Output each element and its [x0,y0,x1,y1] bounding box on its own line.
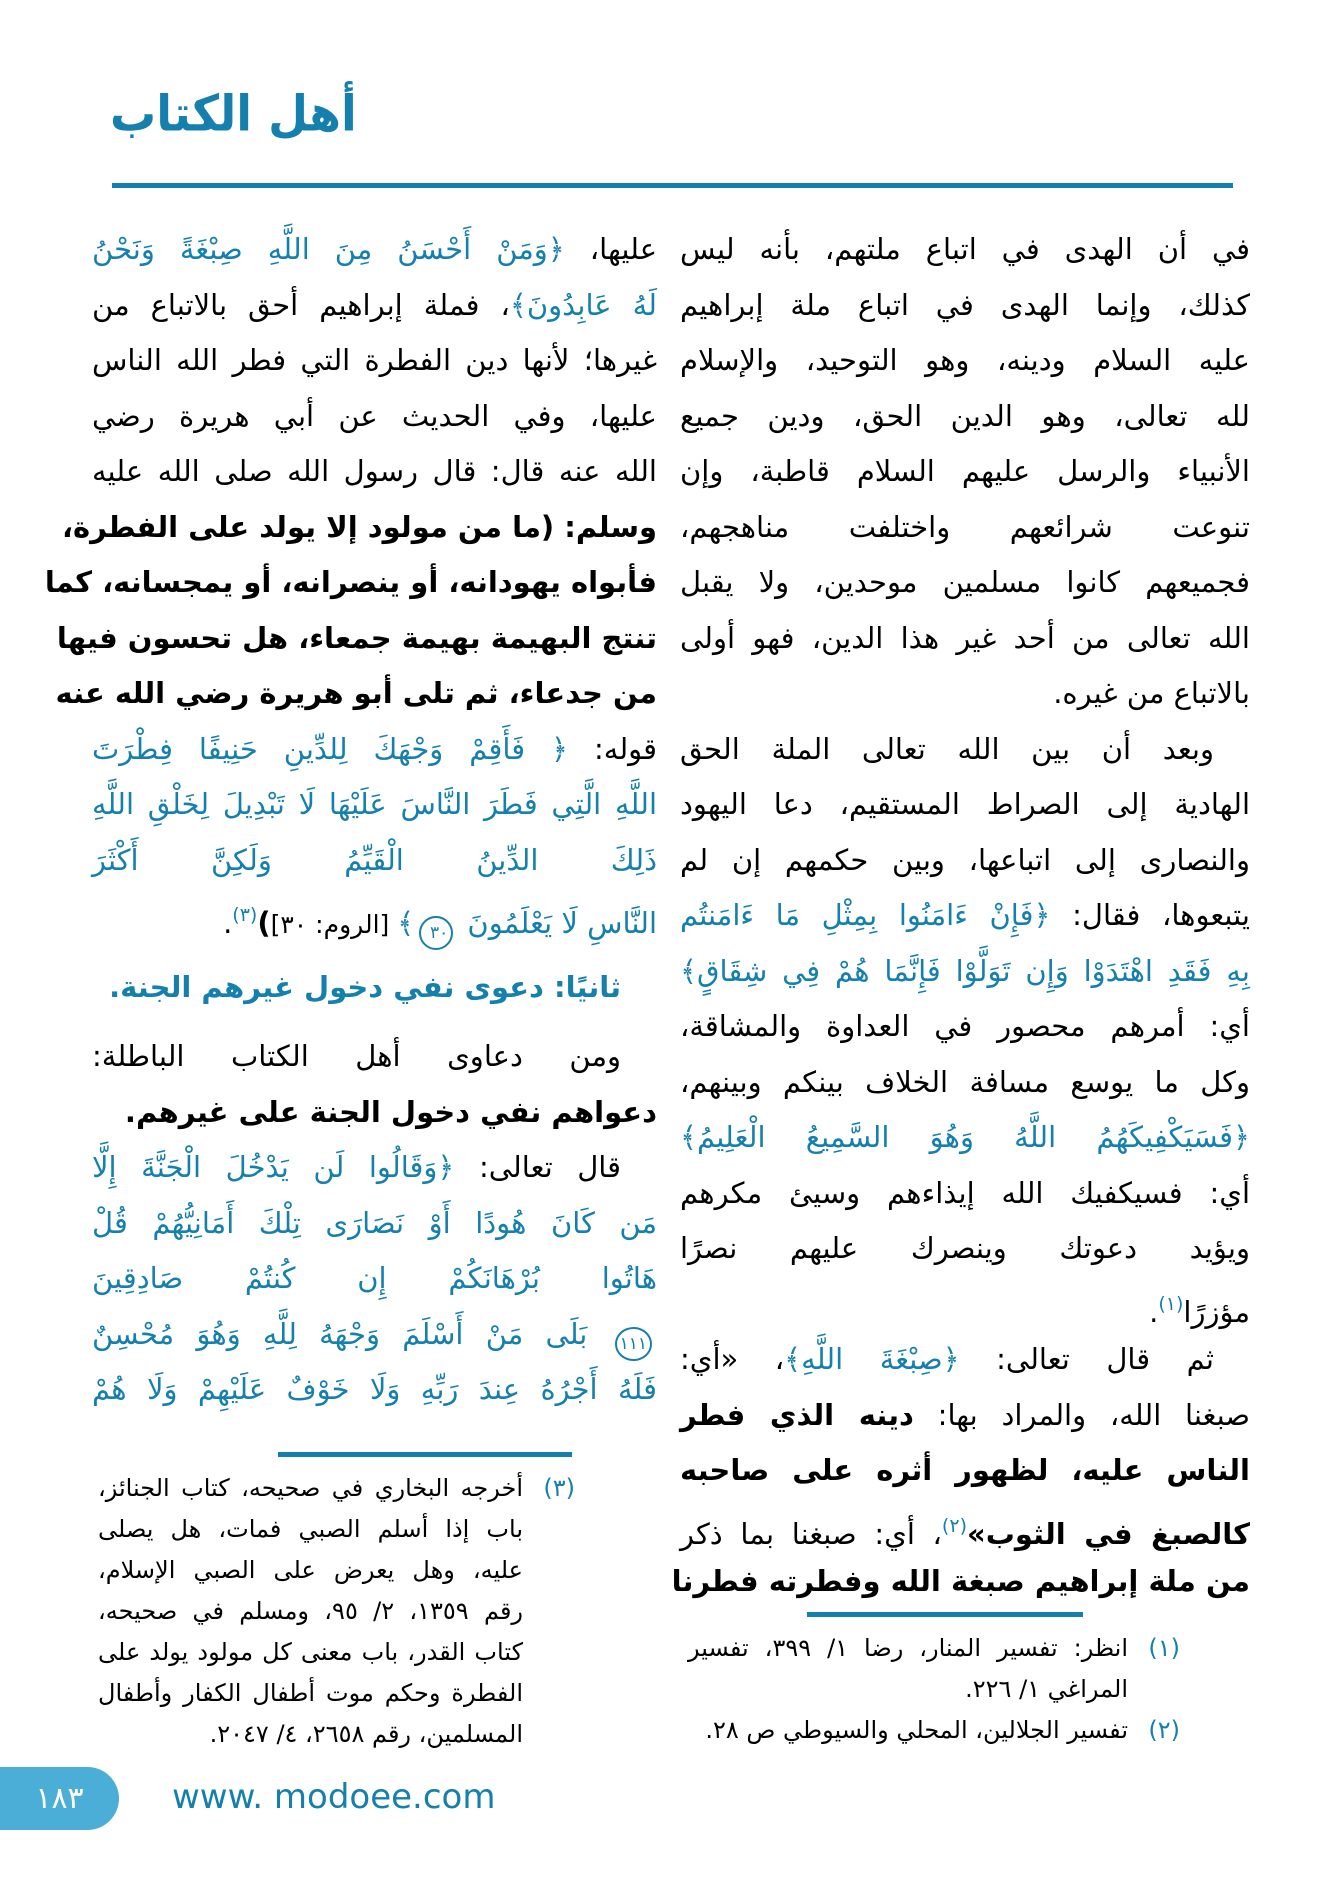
text-segment: ثم قال تعالى: [959,1342,1214,1376]
text-line [62,500,657,556]
text-segment: فجميعهم كانوا مسلمين موحدين، ولا يقبل [680,565,1250,599]
text-segment: أي: فسيكفيك الله إيذاءهم وسيئ مكرهم [680,1175,1250,1210]
footnote-text [98,1468,523,1755]
footnote-line: انظر: تفسير المنار، رضا ١/ ٣٩٩، تفسير [688,1634,1129,1662]
footnote-marker: (٣) [543,1474,575,1502]
text-segment: يتبعوها، فقال: [1050,898,1250,932]
text-line [92,278,657,334]
text-line [92,1307,657,1363]
quran-text: ﴿صِبْغَةَ اللَّهِ﴾ [784,1342,960,1376]
left-column [44,222,657,1418]
text-segment: الهادية إلى الصراط المستقيم، دعا اليهود [680,787,1250,821]
text-line [92,1085,657,1141]
quran-text: بَلَى مَنْ أَسْلَمَ وَجْهَهُ لِلَّهِ وَهُوَ مُحْسِنٌ [92,1316,610,1351]
text-segment: ) [257,906,271,940]
text-segment: عليها، [564,232,657,266]
text-segment: . [223,906,233,940]
text-segment: بالاتباع من غيره. [1053,676,1250,710]
text-line [92,722,657,778]
text-segment: تنوعت شرائعهم واختلفت مناهجهم، [680,509,1250,544]
footnote-marker: (١) [1148,1634,1180,1662]
text-segment: ويؤيد دعوتك وينصرك عليهم نصرًا [680,1231,1250,1265]
quran-text: مَن كَانَ هُودًا أَوْ نَصَارَى تِلْكَ أَمَانِيُّهُمْ قُلْ [92,1205,657,1240]
text-segment: الناس عليه، لظهور أثره على صاحبه [680,1453,1250,1487]
footnote-line: عليه، وهل يعرض على الصبي الإسلام، [98,1556,523,1584]
text-segment: في أن الهدى في اتباع ملتهم، بأنه ليس [680,232,1250,266]
text-line [680,1443,1250,1499]
footnote-marker: (٢) [1148,1716,1180,1744]
text-line [680,722,1250,778]
footnote-ref-marker: (٢) [941,1514,967,1537]
text-line [44,555,657,611]
text-segment: وسلم: (ما من مولود إلا يولد على الفطرة، [62,509,657,544]
quran-text: ﴿فَسَيَكْفِيكَهُمُ اللَّهُ وَهُوَ السَّمِيعُ الْعَلِيمُ﴾ [680,1120,1250,1154]
text-segment: تنتج البهيمة بهيمة جمعاء، هل تحسون فيها [56,620,657,655]
text-line [680,500,1250,556]
text-line [680,1499,1250,1555]
footnote-text [688,1710,1128,1751]
footnote [98,1468,575,1755]
text-segment: ، فملة إبراهيم أحق بالاتباع من [92,287,510,322]
footnote-ref-marker: (١) [1158,1292,1184,1315]
text-segment: ، أي: صبغنا بما ذكر [680,1516,942,1551]
text-line [55,666,657,722]
text-line [680,1221,1250,1277]
footnote-separator-right [807,1612,1083,1617]
footnote-line: كتاب القدر، باب معنى كل مولود يولد على [98,1638,523,1666]
text-segment: دعواهم نفي دخول الجنة على غيرهم. [124,1094,657,1129]
text-segment: ومن دعاوى أهل الكتاب الباطلة: [92,1039,621,1073]
footnote-line: المراغي ١/ ٢٢٦. [965,1675,1128,1703]
right-column [671,222,1250,1610]
text-line [680,1277,1250,1333]
text-line [92,1196,657,1252]
verse-number-badge: ١١١ [615,1327,652,1361]
text-line [680,1055,1250,1111]
quran-text: فَلَهُ أَجْرُهُ عِندَ رَبِّهِ وَلَا خَوْفٌ عَلَيْهِمْ وَلَا هُمْ [92,1372,657,1406]
text-segment: الله تعالى من أحد غير هذا الدين، فهو أولى [680,620,1250,655]
quran-text: هَاتُوا بُرْهَانَكُمْ إِن كُنتُمْ صَادِقِينَ [92,1261,657,1295]
text-line [92,1029,657,1085]
quran-text: ﴿وَقَالُوا لَن يَدْخُلَ الْجَنَّةَ إِلَّا [92,1150,455,1184]
text-segment: من ملة إبراهيم صبغة الله وفطرته فطرنا [671,1564,1250,1598]
footnote-ref-marker: (٣) [232,904,258,926]
footnote-text [688,1628,1128,1710]
footnote-line: تفسير الجلالين، المحلي والسيوطي ص ٢٨. [705,1716,1128,1744]
text-segment: من جدعاء، ثم تلى أبو هريرة رضي الله عنه [55,676,657,710]
text-segment: غيرها؛ لأنها دين الفطرة التي فطر الله الناس [92,343,657,377]
header-rule [112,183,1233,188]
footnote [688,1710,1180,1751]
text-segment: كالصبغ في الثوب» [966,1516,1250,1551]
text-segment: قال تعالى: [454,1150,621,1184]
text-segment: لله تعالى، وهو الدين الحق، ودين جميع [680,398,1250,433]
text-line [92,888,657,944]
text-line [680,222,1250,278]
quran-text: ﴾ [397,906,415,940]
verse-number-badge: ٣٠ [419,916,453,950]
text-line [92,222,657,278]
text-line [680,333,1250,389]
footnote [688,1628,1180,1710]
text-segment: عليه السلام ودينه، وهو التوحيد، والإسلام [680,343,1250,377]
text-line [680,1110,1250,1166]
quran-text: لَهُ عَابِدُونَ﴾ [509,287,657,322]
page-number-pill [0,1767,119,1830]
text-line [680,278,1250,334]
text-line [92,1140,657,1196]
text-line [680,944,1250,1000]
website-link[interactable]: www. modoee.com [172,1777,496,1817]
text-segment: كذلك، وإنما الهدى في اتباع ملة إبراهيم [680,287,1250,322]
section-heading [92,960,657,1016]
text-line [680,833,1250,889]
text-line [680,444,1250,500]
text-line [92,389,657,445]
text-line [92,833,657,889]
text-line [680,777,1250,833]
text-segment: أي: أمرهم محصور في العداوة والمشاقة، [680,1009,1250,1043]
text-segment: دينه الذي فطر [680,1397,914,1432]
text-segment: وكل ما يوسع مسافة الخلاف بينكم وبينهم، [680,1064,1250,1099]
footnotes-left [98,1468,575,1755]
footnotes-right [688,1628,1180,1751]
quran-text: ذَلِكَ الدِّينُ الْقَيِّمُ وَلَكِنَّ أَكْثَرَ [92,842,657,877]
quran-text: بِهِ فَقَدِ اهْتَدَوْا وَإِن تَوَلَّوْا فَإِنَّمَا هُمْ فِي شِقَاقٍ﴾ [680,953,1250,988]
text-line [92,1362,657,1418]
quran-text: ﴿وَمَنْ أَحْسَنُ مِنَ اللَّهِ صِبْغَةً وَنَحْنُ [92,232,565,266]
quran-text: اللَّهِ الَّتِي فَطَرَ النَّاسَ عَلَيْهَا لَا تَبْدِيلَ لِخَلْقِ اللَّهِ [92,787,657,821]
page-number: ١٨٣ [35,1781,84,1816]
text-line [680,555,1250,611]
footnote-line: أخرجه البخاري في صحيحه، كتاب الجنائز، [98,1474,523,1502]
footnote-line: رقم ١٣٥٩، ٢/ ٩٥، ومسلم في صحيحه، [98,1597,523,1625]
text-line [92,1251,657,1307]
quran-text: ﴿ فَأَقِمْ وَجْهَكَ لِلدِّينِ حَنِيفًا فِطْرَتَ [92,731,569,766]
text-segment: ، «أي: [680,1342,785,1376]
footnote-line: باب إذا أسلم الصبي فمات، هل يصلى [98,1515,523,1543]
text-line [680,611,1250,667]
page-header-title: أهل الكتاب [110,83,357,143]
text-segment: وبعد أن بين الله تعالى الملة الحق [680,731,1214,766]
quran-text: النَّاسِ لَا يَعْلَمُونَ [458,906,657,940]
text-line [56,611,657,667]
text-line [92,444,657,500]
text-line [680,1388,1250,1444]
text-line [680,1166,1250,1222]
text-segment: عليها، وفي الحديث عن أبي هريرة رضي [92,398,657,433]
text-line [680,888,1250,944]
text-segment: . [1149,1294,1159,1329]
text-segment: صبغنا الله، والمراد بها: [913,1397,1250,1432]
verse-reference: [الروم: ٣٠] [270,910,398,939]
text-line [92,333,657,389]
text-line [680,666,1250,722]
quran-text: ﴿فَإِنْ ءَامَنُوا بِمِثْلِ مَا ءَامَنتُم [680,898,1051,932]
text-segment: الله عنه قال: قال رسول الله صلى الله عليه [92,454,657,488]
text-line [680,999,1250,1055]
text-line [671,1554,1250,1610]
footnote-separator-left [278,1452,572,1457]
text-segment: قوله: [568,731,657,766]
text-line [680,1332,1250,1388]
footnote-line: الفطرة وحكم موت أطفال الكفار وأطفال [98,1679,523,1707]
text-segment: والنصارى إلى اتباعها، وبين حكمهم إن لم [680,842,1250,877]
text-segment: فأبواه يهودانه، أو ينصرانه، أو يمجسانه، كما [44,565,657,599]
text-segment: الأنبياء والرسل عليهم السلام قاطبة، وإن [680,454,1250,488]
footnote-line: المسلمين، رقم ٢٦٥٨، ٤/ ٢٠٤٧. [209,1720,523,1748]
heading-text: ثانيًا: دعوى نفي دخول غيرهم الجنة. [109,969,621,1004]
text-line [680,389,1250,445]
text-line [92,777,657,833]
text-segment: مؤزرًا [1183,1294,1250,1329]
